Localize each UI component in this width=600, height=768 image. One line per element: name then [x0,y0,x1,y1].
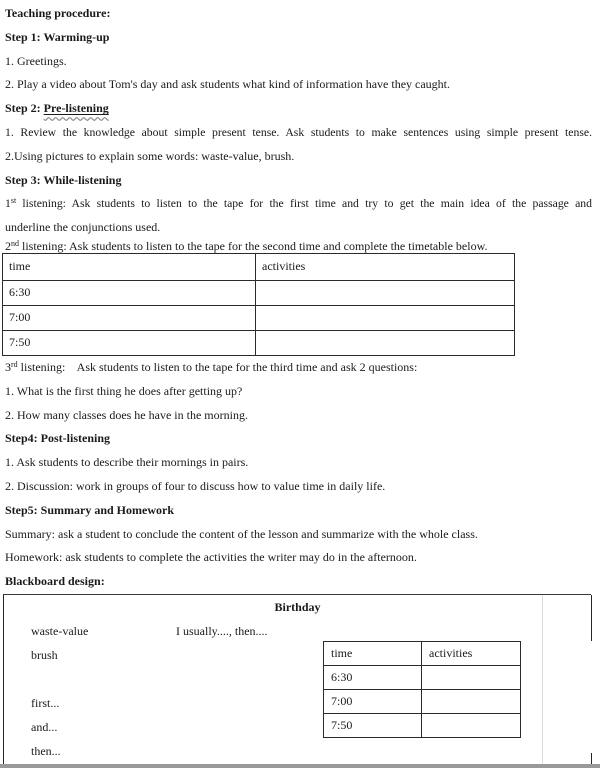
blackboard-row-waste-value [4,619,591,643]
blackboard-right-border-bottom [591,753,592,764]
line-using-pictures: 2.Using pictures to explain some words: waste-value, brush. [5,148,295,163]
line-review-tense: 1. Review the knowledge about simple present tense. Ask students to make sentences using simple present tense. [5,125,592,139]
ordinal-suffix: rd [11,359,18,369]
blackboard-box [3,594,591,766]
heading-step2-pre-listening [0,97,600,121]
timetable [2,253,515,356]
table-row [324,665,521,689]
table-row [324,689,521,713]
table-row [324,713,521,737]
ordinal-number: 3 [5,359,11,374]
timetable-header-time: time [3,253,256,280]
heading-blackboard-design: Blackboard design: [5,574,105,589]
line-question-1: 1. What is the first thing he does after getting up? [5,383,243,398]
line-summary: Summary: ask a student to conclude the content of the lesson and summarize with the whole class. [5,526,478,541]
timetable-cell-activity [256,330,515,355]
page-bottom-edge [0,764,600,768]
blackboard-timetable-header-row [324,641,521,665]
timetable-cell-activity [256,305,515,330]
timetable-cell-time: 6:30 [3,280,256,305]
blackboard-timetable [323,641,521,738]
blackboard-cell-time: 6:30 [324,665,422,689]
line-greetings: 1. Greetings. [5,53,67,68]
timetable-cell-time: 7:50 [3,330,256,355]
line-post-1: 1. Ask students to describe their mornings in pairs. [5,455,249,470]
blackboard-right-border-top [591,595,592,641]
blackboard-cell-time: 7:00 [324,689,422,713]
blackboard-header-time: time [324,641,422,665]
line-second-listening [0,240,600,253]
step2-prefix: Step 2: [5,101,44,116]
heading-step4-post-listening: Step4: Post-listening [5,431,110,446]
line-third-listening [0,356,600,380]
line-first-listening [0,192,600,216]
line-question-2: 2. How many classes does he have in the morning. [5,407,248,422]
second-listening-text: listening: Ask students to listen to the tape for the second time and complete the timetable below. [19,238,488,253]
heading-step1-warming-up: Step 1: Warming-up [5,29,110,44]
ordinal-suffix: nd [11,238,19,248]
timetable-header-row [3,253,515,280]
step2-underlined-word: Pre-listening [43,101,109,116]
table-row [3,330,515,355]
blackboard-cell-activity [422,689,521,713]
blackboard-cell-activity [422,713,521,737]
line-play-video: 2. Play a video about Tom's day and ask students what kind of information have they caught. [5,77,451,92]
blackboard-cell-activity [422,665,521,689]
timetable-cell-time: 7:00 [3,305,256,330]
line-post-2: 2. Discussion: work in groups of four to discuss how to value time in daily life. [5,478,386,493]
blackboard-cell-time: 7:50 [324,713,422,737]
blackboard-item-then: then... [31,743,61,758]
blackboard-title: Birthday [274,599,321,614]
blackboard-header-activities: activities [422,641,521,665]
table-row [3,280,515,305]
blackboard-item-brush: brush [31,647,58,662]
heading-step3-while-listening: Step 3: While-listening [5,172,122,187]
heading-step5-summary-homework: Step5: Summary and Homework [5,502,175,517]
ordinal-number: 1 [5,197,11,211]
spellcheck-squiggle [44,101,109,115]
blackboard-usually-pattern: I usually...., then.... [176,623,268,638]
line-homework: Homework: ask students to complete the activities the writer may do in the afternoon. [5,550,417,565]
ordinal-suffix: st [10,196,17,206]
third-listening-text: listening: Ask students to listen to the tape for the third time and ask 2 questions: [17,359,418,374]
blackboard-item-waste-value: waste-value [31,623,89,638]
heading-teaching-procedure: Teaching procedure: [5,6,111,20]
ordinal-number: 2 [5,238,11,253]
timetable-header-activities: activities [256,253,515,280]
blackboard-item-first: first... [31,695,60,710]
table-row [3,305,515,330]
timetable-cell-activity [256,280,515,305]
first-listening-text: listening: Ask students to listen to the tape for the first time and try to get the main idea of the passage and [16,197,592,211]
blackboard-item-and: and... [31,719,58,734]
blackboard-row-then [4,739,591,763]
line-first-listening-continued: underline the conjunctions used. [5,220,161,235]
